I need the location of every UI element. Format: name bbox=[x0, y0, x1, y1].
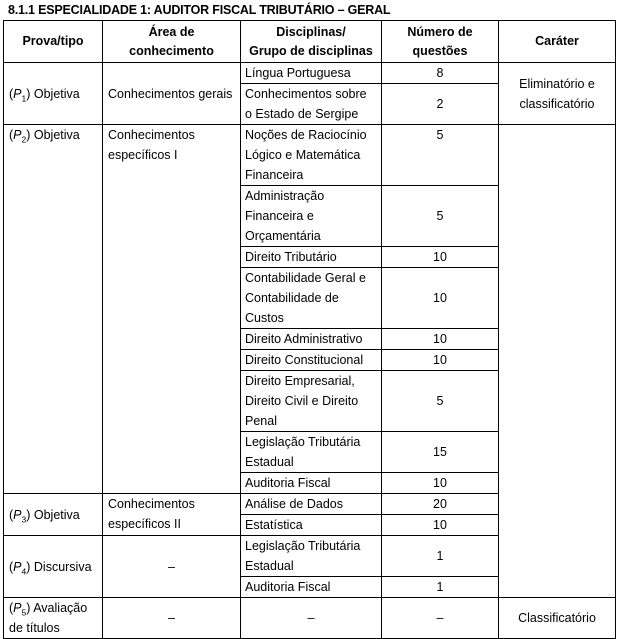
questoes-cell: 10 bbox=[382, 268, 499, 329]
questoes-cell: 5 bbox=[382, 371, 499, 432]
disciplina-cell: Auditoria Fiscal bbox=[241, 577, 382, 598]
carater-cell: Classificatório bbox=[499, 598, 616, 639]
questoes-cell: 8 bbox=[382, 63, 499, 84]
disciplina-cell: Direito Tributário bbox=[241, 247, 382, 268]
table-row bbox=[4, 63, 616, 84]
area-cell: Conhecimentos específicos II bbox=[103, 494, 241, 536]
area-cell: – bbox=[103, 598, 241, 639]
questoes-cell: 10 bbox=[382, 473, 499, 494]
prova-cell: $(P_5)$ Avaliação de títulos bbox=[4, 598, 103, 639]
disciplina-cell: Direito Administrativo bbox=[241, 329, 382, 350]
header-carater: Caráter bbox=[499, 21, 616, 63]
disciplina-cell: Administração Financeira e Orçamentária bbox=[241, 186, 382, 247]
section-title: 8.1.1 ESPECIALIDADE 1: AUDITOR FISCAL TRIBUTÁRIO – GERAL bbox=[8, 3, 391, 17]
area-cell: Conhecimentos gerais bbox=[103, 63, 241, 125]
disciplina-cell: Legislação Tributária Estadual bbox=[241, 536, 382, 577]
questoes-cell: 10 bbox=[382, 247, 499, 268]
prova-cell: $(P_3)$ Objetiva bbox=[4, 494, 103, 536]
carater-cell bbox=[499, 125, 616, 598]
disciplina-cell: Contabilidade Geral e Contabilidade de Custos bbox=[241, 268, 382, 329]
exam-table bbox=[3, 20, 616, 639]
prova-cell: $(P_4)$ Discursiva bbox=[4, 536, 103, 598]
questoes-cell: 10 bbox=[382, 329, 499, 350]
questoes-cell: 10 bbox=[382, 515, 499, 536]
questoes-cell: – bbox=[382, 598, 499, 639]
header-disciplinas: Disciplinas/ Grupo de disciplinas bbox=[241, 21, 382, 63]
disciplina-cell: – bbox=[241, 598, 382, 639]
area-cell: Conhecimentos específicos I bbox=[103, 125, 241, 494]
disciplina-cell: Legislação Tributária Estadual bbox=[241, 432, 382, 473]
area-cell: – bbox=[103, 536, 241, 598]
header-row bbox=[4, 21, 616, 63]
disciplina-cell: Análise de Dados bbox=[241, 494, 382, 515]
disciplina-cell: Auditoria Fiscal bbox=[241, 473, 382, 494]
table-row bbox=[4, 125, 616, 186]
disciplina-cell: Conhecimentos sobre o Estado de Sergipe bbox=[241, 84, 382, 125]
questoes-cell: 20 bbox=[382, 494, 499, 515]
prova-cell: $(P_1)$ Objetiva bbox=[4, 63, 103, 125]
disciplina-cell: Língua Portuguesa bbox=[241, 63, 382, 84]
disciplina-cell: Direito Empresarial, Direito Civil e Direito Penal bbox=[241, 371, 382, 432]
table-row bbox=[4, 598, 616, 639]
questoes-cell: 1 bbox=[382, 536, 499, 577]
prova-cell: $(P_2)$ Objetiva bbox=[4, 125, 103, 494]
carater-cell: Eliminatório e classificatório bbox=[499, 63, 616, 125]
disciplina-cell: Direito Constitucional bbox=[241, 350, 382, 371]
questoes-cell: 1 bbox=[382, 577, 499, 598]
questoes-cell: 5 bbox=[382, 186, 499, 247]
disciplina-cell: Noções de Raciocínio Lógico e Matemática Financeira bbox=[241, 125, 382, 186]
questoes-cell: 5 bbox=[382, 125, 499, 186]
disciplina-cell: Estatística bbox=[241, 515, 382, 536]
header-area: Área de conhecimento bbox=[103, 21, 241, 63]
questoes-cell: 2 bbox=[382, 84, 499, 125]
header-prova: Prova/tipo bbox=[4, 21, 103, 63]
questoes-cell: 10 bbox=[382, 350, 499, 371]
questoes-cell: 15 bbox=[382, 432, 499, 473]
header-questoes: Número de questões bbox=[382, 21, 499, 63]
